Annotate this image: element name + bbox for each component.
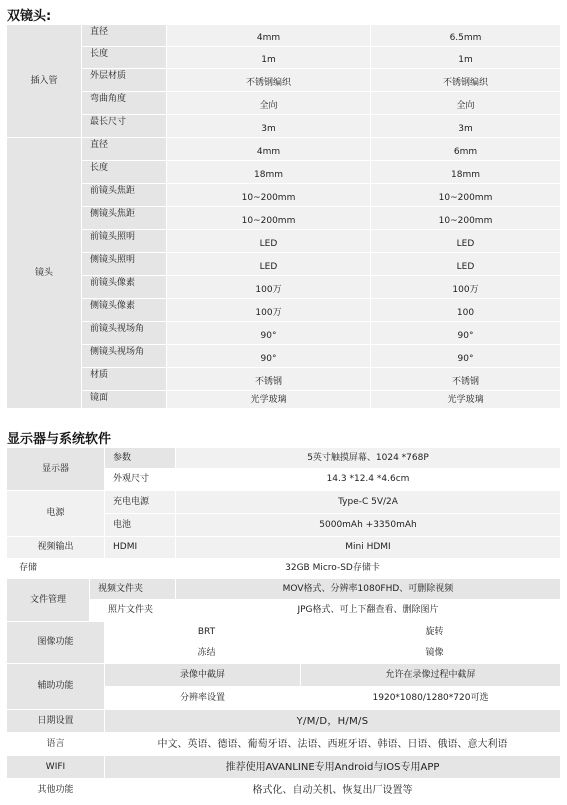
spec-value-a: 1m	[167, 47, 370, 68]
spec-value-b: 6.5mm	[371, 25, 560, 46]
param-label: 长度	[82, 161, 166, 183]
spec-value-a: 不锈钢编织	[167, 69, 370, 91]
spec-value: 5000mAh +3350mAh	[176, 514, 560, 536]
spec-value-b: 不锈钢编织	[371, 69, 560, 91]
param-label: 外层材质	[82, 69, 166, 91]
param-label: HDMI	[105, 537, 175, 558]
spec-value-b: 18mm	[371, 161, 560, 183]
spec-value-b: 100万	[371, 276, 560, 298]
spec-value: MOV格式、分辨率1080FHD、可删除视频	[176, 579, 560, 599]
row-label-power: 电源	[7, 491, 104, 536]
spec-value-b: 10~200mm	[371, 207, 560, 229]
spec-value-a: 18mm	[167, 161, 370, 183]
spec-value-a: LED	[167, 230, 370, 252]
spec-value-a: LED	[167, 253, 370, 275]
spec-value-a: 3m	[167, 115, 370, 137]
param-label: 侧镜头视场角	[82, 345, 166, 367]
spec-value: JPG格式、可上下翻查看、删除图片	[176, 600, 560, 621]
spec-value-a: 90°	[167, 345, 370, 367]
spec-value-b: 3m	[371, 115, 560, 137]
param-label: 弯曲角度	[82, 92, 166, 114]
spec-value-b: 10~200mm	[371, 184, 560, 206]
param-label: 视频文件夹	[90, 579, 175, 599]
spec-value: 推荐使用AVANLINE专用Android与IOS专用APP	[105, 756, 560, 778]
row-label-file-management: 文件管理	[7, 579, 89, 621]
spec-value: Y/M/D，H/M/S	[105, 710, 560, 732]
spec-value-b: 全向	[371, 92, 560, 114]
spec-value-a: 10~200mm	[167, 207, 370, 229]
spec-value-a: 4mm	[167, 138, 370, 160]
spec-value-a: 不锈钢	[167, 368, 370, 390]
param-label: 录像中截屏	[105, 664, 300, 686]
spec-value: 14.3 *12.4 *4.6cm	[176, 469, 560, 490]
spec-value: 冻结	[105, 643, 308, 663]
spec-value: 中文、英语、德语、葡萄牙语、法语、西班牙语、韩语、日语、俄语、意大利语	[105, 733, 560, 755]
spec-value-b: 90°	[371, 345, 560, 367]
spec-value: 允许在录像过程中截屏	[301, 664, 560, 686]
group-label-lens: 镜头	[7, 138, 81, 408]
spec-value: BRT	[105, 622, 308, 642]
spec-value-a: 光学玻璃	[167, 391, 370, 408]
spec-value: Mini HDMI	[176, 537, 560, 558]
param-label: 分辨率设置	[105, 687, 300, 709]
row-label-storage: 存储	[7, 559, 104, 578]
spec-value-b: 1m	[371, 47, 560, 68]
spec-value-a: 100万	[167, 276, 370, 298]
spec-value: 1920*1080/1280*720可选	[301, 687, 560, 709]
spec-value-b: 光学玻璃	[371, 391, 560, 408]
param-label: 照片文件夹	[90, 600, 175, 621]
spec-value: 格式化、自动关机、恢复出厂设置等	[105, 779, 560, 801]
param-label: 侧镜头焦距	[82, 207, 166, 229]
spec-value-a: 10~200mm	[167, 184, 370, 206]
param-label: 前镜头像素	[82, 276, 166, 298]
spec-value: 旋转	[309, 622, 560, 642]
group-label-insert-tube: 插入管	[7, 25, 81, 137]
param-label: 直径	[82, 138, 166, 160]
spec-value-a: 100万	[167, 299, 370, 321]
param-label: 前镜头焦距	[82, 184, 166, 206]
spec-value-a: 全向	[167, 92, 370, 114]
param-label: 侧镜头照明	[82, 253, 166, 275]
row-label-display: 显示器	[7, 448, 104, 490]
spec-value-b: 100	[371, 299, 560, 321]
param-label: 充电电源	[105, 491, 175, 513]
section-title-display-software: 显示器与系统软件	[7, 432, 112, 447]
param-label: 镜面	[82, 391, 166, 408]
spec-value: Type-C 5V/2A	[176, 491, 560, 513]
spec-value-a: 90°	[167, 322, 370, 344]
row-label-image-functions: 图像功能	[7, 622, 104, 663]
row-label-other-functions: 其他功能	[7, 779, 104, 801]
spec-value-b: LED	[371, 230, 560, 252]
param-label: 材质	[82, 368, 166, 390]
param-label: 外观尺寸	[105, 469, 175, 490]
param-label: 前镜头照明	[82, 230, 166, 252]
spec-value-b: LED	[371, 253, 560, 275]
param-label: 侧镜头像素	[82, 299, 166, 321]
param-label: 电池	[105, 514, 175, 536]
param-label: 参数	[105, 448, 175, 468]
spec-value-b: 不锈钢	[371, 368, 560, 390]
row-label-date-settings: 日期设置	[7, 710, 104, 732]
row-label-auxiliary-functions: 辅助功能	[7, 664, 104, 709]
row-label-wifi: WIFI	[7, 756, 104, 778]
spec-value: 5英寸触摸屏幕、1024 *768P	[176, 448, 560, 468]
spec-value-b: 6mm	[371, 138, 560, 160]
row-label-language: 语言	[7, 733, 104, 755]
param-label: 前镜头视场角	[82, 322, 166, 344]
spec-value: 32GB Micro-SD存储卡	[105, 559, 560, 578]
spec-value-b: 90°	[371, 322, 560, 344]
section-title-dual-lens: 双镜头:	[7, 9, 52, 24]
param-label: 长度	[82, 47, 166, 68]
spec-value-a: 4mm	[167, 25, 370, 46]
row-label-video-output: 视频输出	[7, 537, 104, 558]
param-label: 直径	[82, 25, 166, 46]
param-label: 最长尺寸	[82, 115, 166, 137]
spec-value: 镜像	[309, 643, 560, 663]
